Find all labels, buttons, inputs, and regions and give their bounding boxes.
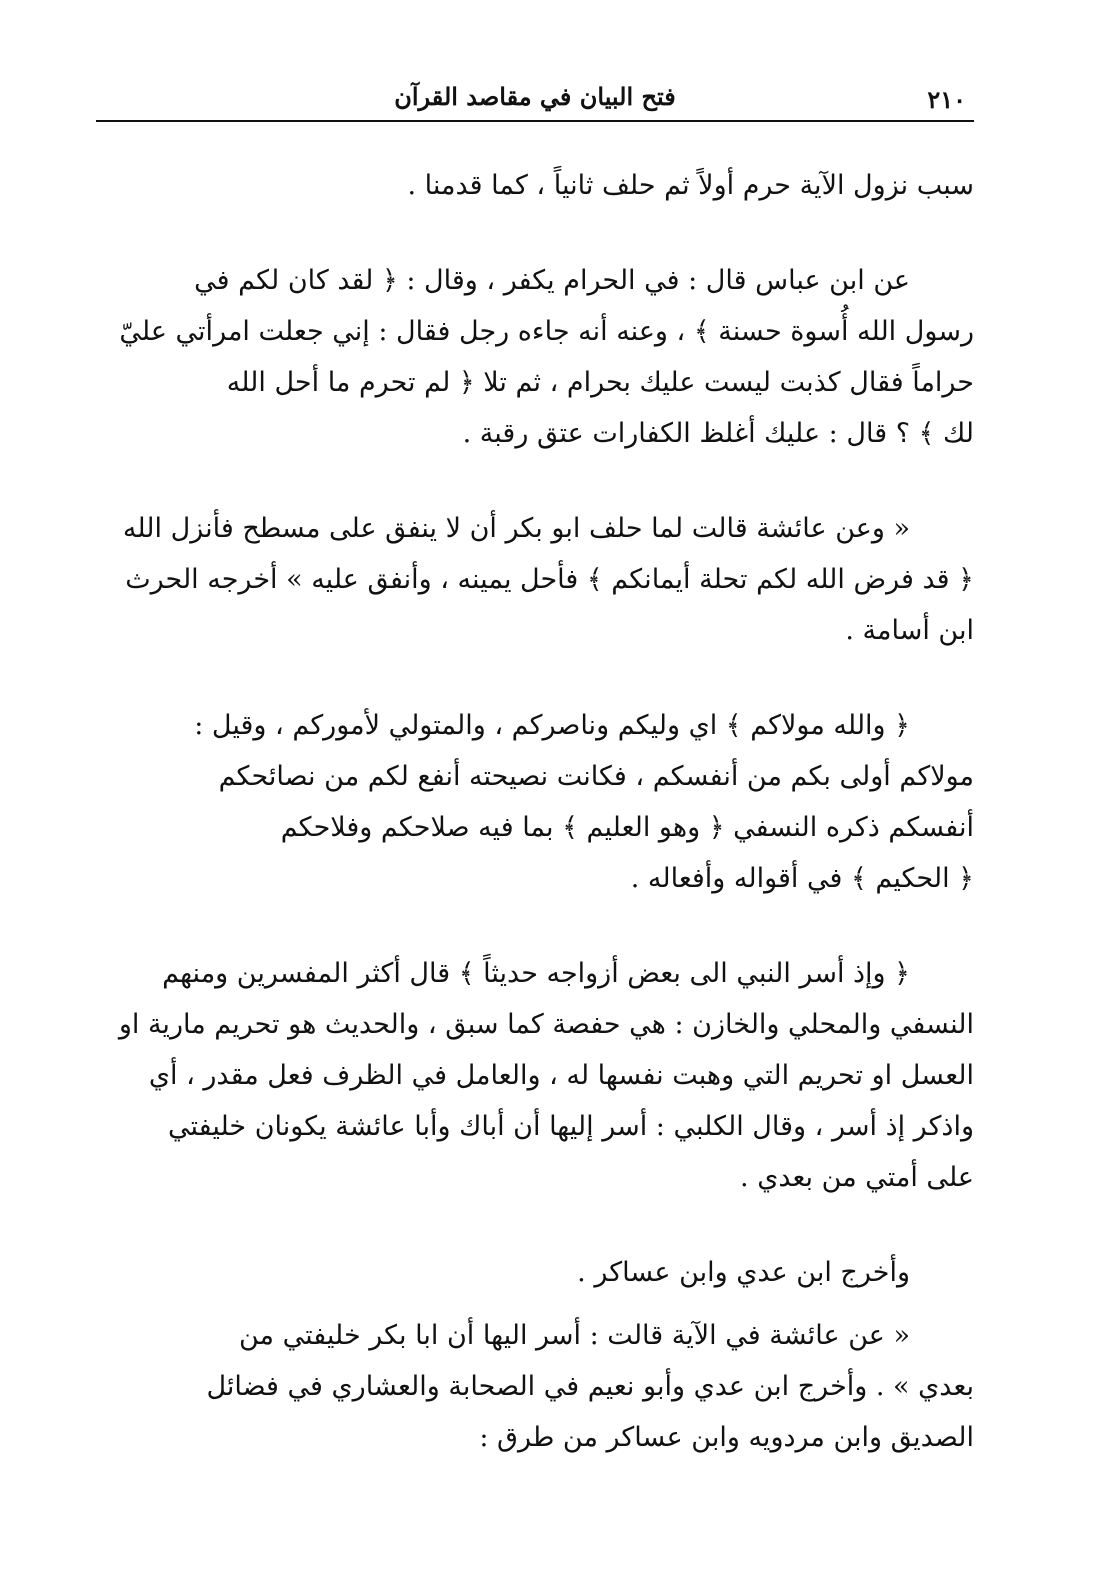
paragraph-3: « وعن عائشة قالت لما حلف ابو بكر أن لا ينفق على مسطح فأنزل الله ﴿ قد فرض الله لكم تحلة أيمانكم ﴾ فأحل يمينه ، وأنفق عليه » أخرجه الحرث ابن أسامة . — [122, 513, 974, 646]
running-title: فتح البيان في مقاصد القرآن — [394, 82, 676, 111]
page-header — [96, 78, 974, 122]
paragraph-5: ﴿ وإذ أسر النبي الى بعض أزواجه حديثاً ﴾ قال أكثر المفسرين ومنهم النسفي والمحلي والخازن : هي حفصة كما سبق ، والحديث هو تحريم مارية او العسل او تحريم التي وهبت نفسها له ، والعامل في الظرف فعل مقدر ، أي واذكر إذ أسر ، وقال الكلبي : أسر إليها أن أباك وأبا عائشة يكونان خليفتي على أمتي من بعدي . — [118, 958, 974, 1193]
paragraph-4: ﴿ والله مولاكم ﴾ اي وليكم وناصركم ، والمتولي لأموركم ، وقيل : مولاكم أولى بكم من أنفسكم ، فكانت نصيحته أنفع لكم من نصائحكم أنفسكم ذكره النسفي ﴿ وهو العليم ﴾ بما فيه صلاحكم وفلاحكم ﴿ الحكيم ﴾ في أقواله وأفعاله . — [194, 710, 974, 894]
paragraph-7: « عن عائشة في الآية قالت : أسر اليها أن ابا بكر خليفتي من بعدي » . وأخرج ابن عدي وأبو نعيم في الصحابة والعشاري في فضائل الصديق وابن مردويه وابن عساكر من طرق : — [206, 1320, 974, 1453]
paragraph-1: سبب نزول الآية حرم أولاً ثم حلف ثانياً ، كما قدمنا . — [407, 170, 974, 201]
body-text — [96, 160, 974, 1463]
page-number: ٢١٠ — [927, 85, 966, 114]
paragraph-2: عن ابن عباس قال : في الحرام يكفر ، وقال : ﴿ لقد كان لكم في رسول الله أُسوة حسنة ﴾ ، وعنه أنه جاءه رجل فقال : إني جعلت امرأتي عليّ حراماً فقال كذبت ليست عليك بحرام ، ثم تلا ﴿ لم تحرم ما أحل الله لك ﴾ ؟ قال : عليك أغلظ الكفارات عتق رقبة . — [119, 265, 974, 449]
paragraph-6: وأخرج ابن عدي وابن عساكر . — [577, 1257, 910, 1288]
